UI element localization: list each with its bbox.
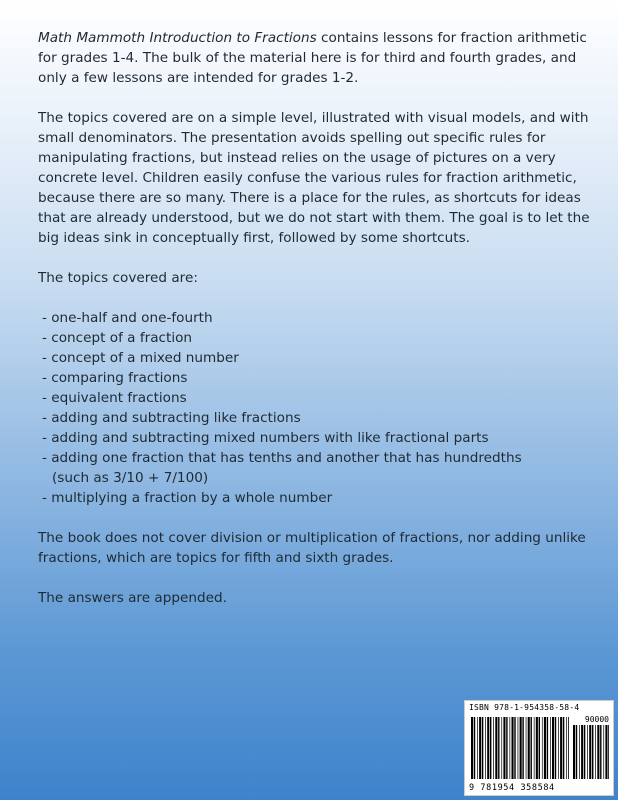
price-barcode-bars <box>573 725 609 779</box>
topic-item: - adding and subtracting mixed numbers with like fractional parts <box>42 430 489 446</box>
topic-item: - comparing fractions <box>42 370 188 386</box>
topic-continuation-text: (such as 3/10 + 7/100) <box>52 470 209 486</box>
topic-item: - multiplying a fraction by a whole number <box>42 490 333 506</box>
topics-list <box>38 308 598 508</box>
price-code: 90000 <box>584 715 609 724</box>
book-title: Math Mammoth Introduction to Fractions <box>38 30 317 46</box>
barcode-bars <box>471 717 569 779</box>
answers-note: The answers are appended. <box>38 590 227 606</box>
topic-item: - adding and subtracting like fractions <box>42 410 301 426</box>
topic-item: - concept of a mixed number <box>42 350 239 366</box>
scope-paragraph: The book does not cover division or multiplication of fractions, nor adding unlike fractions, which are topics for fifth and sixth grades. <box>38 530 586 566</box>
back-cover-text <box>38 28 598 628</box>
intro-paragraph <box>38 28 598 88</box>
isbn-label: ISBN 978-1-954358-58-4 <box>469 703 580 712</box>
topic-item: - one-half and one-fourth <box>42 310 213 326</box>
description-paragraph: The topics covered are on a simple level, illustrated with visual models, and with small denominators. The presentation avoids spelling out specific rules for manipulating fractions, but instead relies on the usage of pictures on a very concrete level. Children easily confuse the various rules for fraction arithmetic, because there are so many. There is a place for the rules, as shortcuts for ideas that are already understood, but we do not start with them. The goal is to let the big ideas sink in conceptually first, followed by some shortcuts. <box>38 110 590 246</box>
topics-heading: The topics covered are: <box>38 270 198 286</box>
intro-text: contains lessons for fraction arithmetic for grades 1-4. The bulk of the material here is for third and fourth grades, and only a few lessons are intended for grades 1-2. <box>38 30 587 86</box>
topic-item-continuation <box>38 468 598 488</box>
topic-item: - equivalent fractions <box>42 390 187 406</box>
topic-item: - concept of a fraction <box>42 330 193 346</box>
barcode-number: 9 781954 358584 <box>469 783 555 793</box>
isbn-barcode <box>464 700 614 796</box>
topic-item: - adding one fraction that has tenths and another that has hundredths <box>42 450 522 466</box>
